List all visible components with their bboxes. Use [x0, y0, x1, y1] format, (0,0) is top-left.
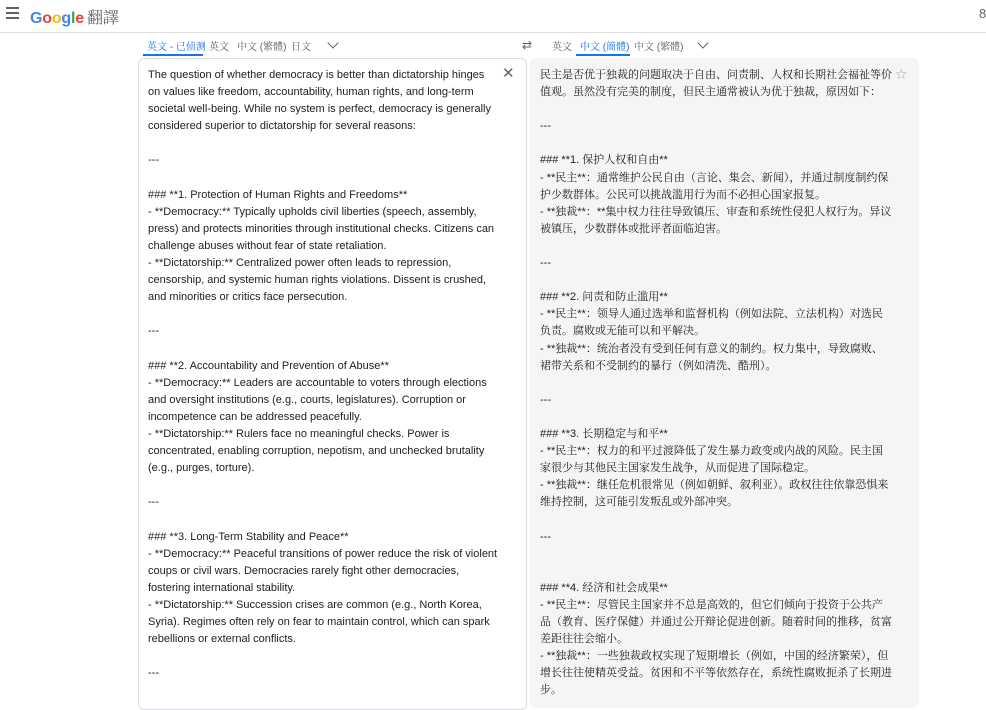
clear-source-close-icon[interactable]: ✕ — [502, 65, 515, 82]
text-paragraph: - **独裁**：继任危机很常见（例如朝鲜、叙利亚）。政权往往依靠恐惧来维持控制，这可能引发叛乱或外部冲突。 — [540, 479, 889, 509]
tab-target-english[interactable]: 英文 — [552, 42, 572, 53]
source-language-bar — [0, 34, 520, 56]
text-paragraph: - **Dictatorship:** Succession crises are common (e.g., North Korea, Syria). Regimes often rely on fear to maintain control, which can spark rebellions or external conflicts. — [148, 598, 490, 646]
text-paragraph: - **独裁**：统治者没有受到任何有意义的制约。权力集中，导致腐败、裙带关系和不受制约的暴行（例如清洗、酷刑）。 — [540, 342, 883, 372]
google-translate-logo[interactable]: Google 翻譯 — [30, 10, 119, 27]
tab-source-chinese-traditional[interactable]: 中文 (繁體) — [237, 42, 287, 53]
active-tab-indicator — [143, 54, 203, 56]
text-paragraph: - **Democracy:** Typically upholds civil liberties (speech, assembly, press) and protects minorities through institutional checks. Citizens can challenge abuses without fear of state retaliation. — [148, 205, 495, 252]
top-app-bar — [0, 0, 986, 30]
text-paragraph: - **民主**：尽管民主国家并不总是高效的，但它们倾向于投资于公共产品（教育、医疗保健）并通过公开辩论促进创新。随着时间的推移，贫富差距往往会缩小。 — [540, 598, 892, 646]
text-paragraph — [540, 546, 892, 563]
text-paragraph: 民主是否优于独裁的问题取决于自由、问责制、人权和长期社会福祉等价值观。虽然没有完美的制度，但民主通常被认为优于独裁，原因如下： — [540, 69, 892, 99]
text-paragraph — [540, 101, 892, 118]
active-tab-indicator — [576, 54, 630, 56]
chevron-down-icon[interactable] — [327, 37, 338, 48]
text-paragraph — [148, 341, 498, 358]
text-paragraph: --- — [540, 530, 551, 543]
product-name: 翻譯 — [86, 10, 119, 27]
header-divider — [0, 32, 986, 33]
tab-source-english-detected[interactable]: 英文 - 已侦测 — [147, 42, 206, 53]
text-paragraph: - **民主**：通常维护公民自由（言论、集会、新闻），并通过制度制约保护少数群体。公民可以挑战滥用行为而不必担心国家报复。 — [540, 171, 889, 201]
text-paragraph: --- — [540, 257, 551, 270]
translation-text — [540, 67, 892, 699]
text-paragraph: - **Dictatorship:** Centralized power often leads to repression, censorship, and systemic human rights violations. Dissent is crushed, and minorities or critics face persecution. — [148, 257, 487, 304]
text-paragraph: --- — [540, 120, 551, 133]
text-paragraph: ### **1. 保护人权和自由** — [540, 154, 668, 167]
text-paragraph: - **Democracy:** Peaceful transitions of power reduce the risk of violent coups or civil wars. Democracies rarely fight other democracies, fostering international stability. — [148, 547, 498, 594]
tab-source-japanese[interactable]: 日文 — [291, 42, 311, 53]
save-translation-star-icon[interactable]: ☆ — [895, 66, 908, 82]
text-paragraph — [540, 238, 892, 255]
text-paragraph: ### **1. Protection of Human Rights and Freedoms** — [148, 188, 408, 201]
text-paragraph — [148, 306, 498, 323]
text-paragraph — [148, 511, 498, 528]
text-paragraph: --- — [540, 393, 551, 406]
text-paragraph: --- — [148, 667, 159, 680]
text-paragraph: ### **3. Long-Term Stability and Peace** — [148, 530, 349, 543]
text-paragraph — [148, 135, 498, 152]
text-paragraph: - **民主**：领导人通过选举和监督机构（例如法院、立法机构）对选民负责。腐败或无能可以和平解决。 — [540, 308, 883, 338]
text-paragraph — [148, 648, 498, 665]
tab-source-english[interactable]: 英文 — [209, 42, 229, 53]
source-text[interactable] — [148, 67, 498, 682]
text-paragraph: The question of whether democracy is better than dictatorship hinges on values like freedom, accountability, human rights, and long-term societal well-being. While no system is perfect, democracy is generally considered superior to dictatorship for several reasons: — [148, 69, 491, 133]
tab-target-chinese-simplified[interactable]: 中文 (簡體) — [580, 42, 630, 53]
text-paragraph — [540, 272, 892, 289]
tab-target-chinese-traditional[interactable]: 中文 (繁體) — [634, 42, 684, 53]
text-paragraph: - **Democracy:** Leaders are accountable to voters through elections and oversight institutions (e.g., courts, legislatures). Corruption or incompetence can be addressed peacefully. — [148, 376, 487, 423]
text-paragraph — [148, 170, 498, 187]
text-paragraph: - **独裁**：一些独裁政权实现了短期增长（例如，中国的经济繁荣），但增长往往使精英受益。贫困和不平等依然存在，系统性腐败扼杀了长期进步。 — [540, 650, 892, 697]
text-paragraph — [540, 563, 892, 580]
text-paragraph: - **民主**：权力的和平过渡降低了发生暴力政变或内战的风险。民主国家很少与其他民主国家发生战争，从而促进了国际稳定。 — [540, 445, 883, 475]
text-paragraph: - **独裁**：**集中权力往往导致镇压、审查和系统性侵犯人权行为。异议被镇压，少数群体或批评者面临迫害。 — [540, 205, 892, 235]
text-paragraph — [540, 375, 892, 392]
text-paragraph — [540, 511, 892, 528]
text-paragraph: --- — [148, 496, 159, 509]
text-paragraph: ### **2. Accountability and Prevention of Abuse** — [148, 359, 389, 372]
apps-icon[interactable]: 8 — [979, 6, 986, 21]
menu-icon[interactable] — [6, 7, 19, 18]
text-paragraph — [540, 409, 892, 426]
chevron-down-icon[interactable] — [697, 37, 708, 48]
text-paragraph: --- — [148, 154, 159, 167]
text-paragraph: ### **4. 经济和社会成果** — [540, 581, 668, 594]
text-paragraph: ### **3. 长期稳定与和平** — [540, 427, 668, 440]
swap-languages-icon[interactable]: ⇄ — [522, 38, 533, 52]
text-paragraph — [540, 135, 892, 152]
text-paragraph — [148, 477, 498, 494]
text-paragraph: ### **2. 问责和防止滥用** — [540, 291, 668, 304]
text-paragraph: --- — [148, 325, 159, 338]
text-paragraph: - **Dictatorship:** Rulers face no meaningful checks. Power is concentrated, enabling corruption, nepotism, and unchecked brutality (e.g., purges, torture). — [148, 427, 485, 475]
